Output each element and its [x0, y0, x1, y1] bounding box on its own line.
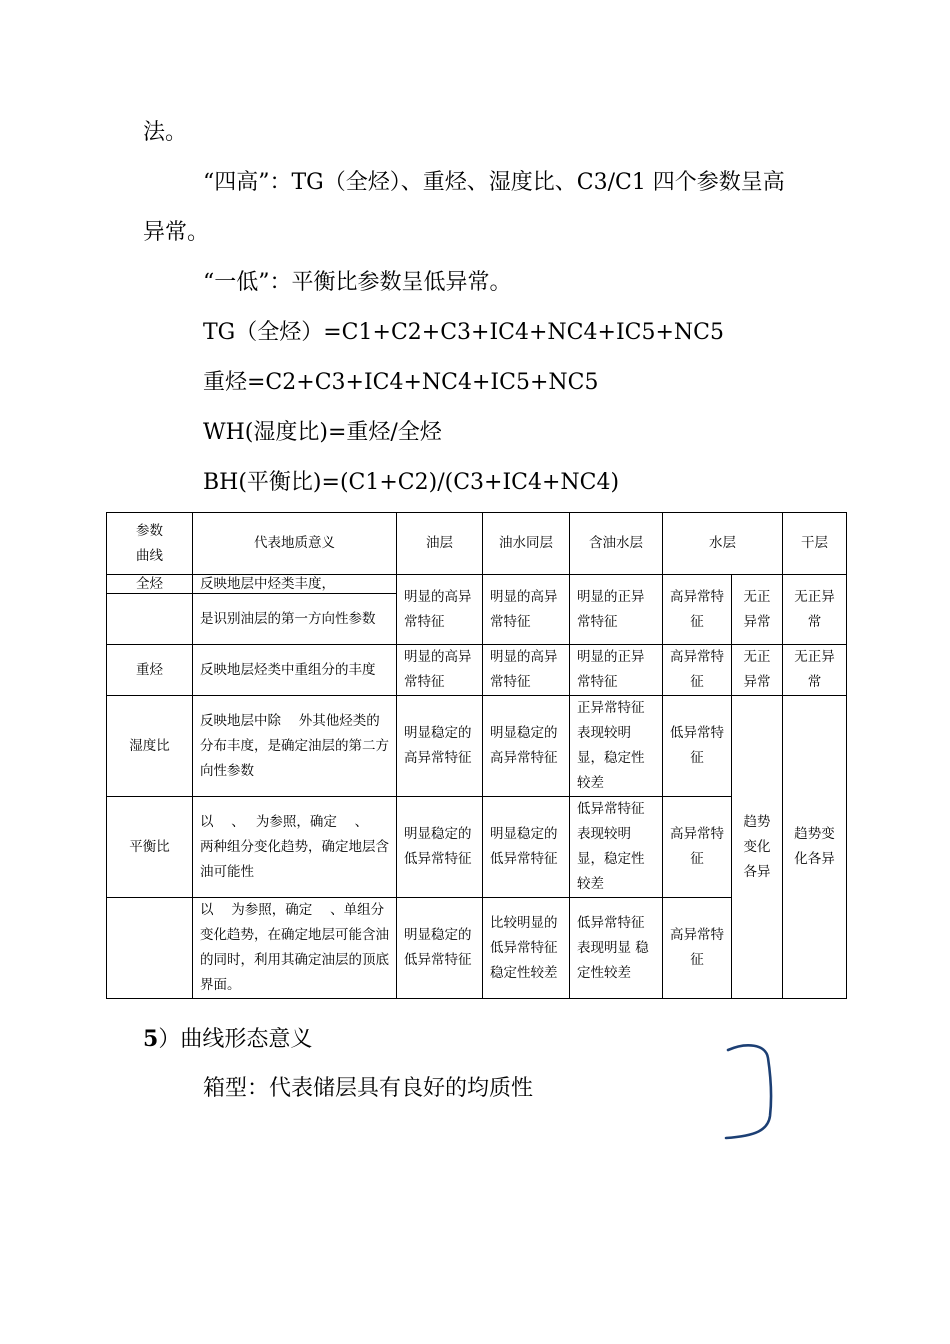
row1-oily-water: 明显的正异常特征: [570, 575, 663, 645]
row1-oil-water: 明显的高异常特征: [483, 575, 570, 645]
row5-oil-water: 比较明显的低异常特征 稳定性较差: [483, 898, 570, 999]
row4-oily-water: 低异常特征表现较明显，稳定性较差: [570, 797, 663, 898]
row1-water-a: 高异常特征: [663, 575, 732, 645]
formula-tg: TG（全烃）=C1+C2+C3+IC4+NC4+IC5+NC5: [203, 320, 724, 345]
row3-water-b: 趋势变化各异: [732, 696, 783, 999]
header-param-cell: [107, 513, 193, 575]
table-row: [107, 645, 847, 696]
row1-meaning-a: 反映地层中烃类丰度，: [193, 575, 397, 594]
parameter-table: [106, 512, 847, 999]
row4-oil: 明显稳定的低异常特征: [397, 797, 483, 898]
row2-oily-water: 明显的正异常特征: [570, 645, 663, 696]
para-four-high-cont: 异常。: [143, 220, 210, 245]
row1-water-b: 无正异常: [732, 575, 783, 645]
row1-dry: 无正异常: [783, 575, 847, 645]
para-four-high: “四高”：TG（全烃）、重烃、湿度比、C3/C1 四个参数呈高: [203, 170, 785, 195]
header-param-label: 参数: [136, 522, 163, 539]
row2-meaning: 反映地层烃类中重组分的丰度: [193, 645, 397, 696]
row5-water-a: 高异常特征: [663, 898, 732, 999]
row4-oil-water: 明显稳定的低异常特征: [483, 797, 570, 898]
row2-water-b: 无正异常: [732, 645, 783, 696]
box-curve-path: [726, 1045, 771, 1138]
box-type-text: 箱型：代表储层具有良好的均质性: [203, 1076, 534, 1101]
header-dry: 干层: [783, 513, 847, 575]
row3-oil: 明显稳定的高异常特征: [397, 696, 483, 797]
row2-oil: 明显的高异常特征: [397, 645, 483, 696]
table-row: [107, 696, 847, 797]
row2-water-a: 高异常特征: [663, 645, 732, 696]
row3-dry: 趋势变化各异: [783, 696, 847, 999]
row3-water-a: 低异常特征: [663, 696, 732, 797]
row1-oil: 明显的高异常特征: [397, 575, 483, 645]
formula-wh: WH(湿度比)=重烃/全烃: [203, 420, 442, 445]
row5-param: [107, 898, 193, 999]
row3-meaning: 反映地层中除 外其他烃类的分布丰度，是确定油层的第二方向性参数: [193, 696, 397, 797]
section-title: ）曲线形态意义: [158, 1027, 313, 1052]
box-curve-drawing: [716, 1038, 786, 1150]
header-oil-water: 油水同层: [483, 513, 570, 575]
header-curve-label: 曲线: [136, 547, 163, 564]
row1-meaning-b: 是识别油层的第一方向性参数: [193, 594, 397, 645]
row3-oil-water: 明显稳定的高异常特征: [483, 696, 570, 797]
formula-heavy: 重烃=C2+C3+IC4+NC4+IC5+NC5: [203, 370, 599, 395]
row4-meaning: 以 、 为参照，确定 、 两种组分变化趋势，确定地层含油可能性: [193, 797, 397, 898]
row4-param: 平衡比: [107, 797, 193, 898]
header-water: 水层: [663, 513, 783, 575]
row3-oily-water: 正异常特征表现较明显，稳定性较差: [570, 696, 663, 797]
section-number: 5: [143, 1026, 159, 1052]
row2-dry: 无正异常: [783, 645, 847, 696]
row1-param: [107, 594, 193, 645]
header-meaning: 代表地质意义: [193, 513, 397, 575]
row5-meaning: 以 为参照，确定 、单组分变化趋势，在确定地层可能含油的同时，利用其确定油层的顶底界面。: [193, 898, 397, 999]
header-oily-water: 含油水层: [570, 513, 663, 575]
row2-oil-water: 明显的高异常特征: [483, 645, 570, 696]
header-oil: 油层: [397, 513, 483, 575]
table-header-row: [107, 513, 847, 575]
row5-oily-water: 低异常特征表现明显 稳定性较差: [570, 898, 663, 999]
formula-bh: BH(平衡比)=(C1+C2)/(C3+IC4+NC4): [203, 470, 620, 495]
table-row: [107, 575, 847, 594]
row2-param: 重烃: [107, 645, 193, 696]
row5-oil: 明显稳定的低异常特征: [397, 898, 483, 999]
row-param-tg: 全烃: [107, 575, 193, 594]
row3-param: 湿度比: [107, 696, 193, 797]
row4-water-a: 高异常特征: [663, 797, 732, 898]
section-heading: [143, 1024, 312, 1055]
para-one-low: “一低”：平衡比参数呈低异常。: [203, 270, 512, 295]
para-continuation: 法。: [143, 120, 188, 145]
